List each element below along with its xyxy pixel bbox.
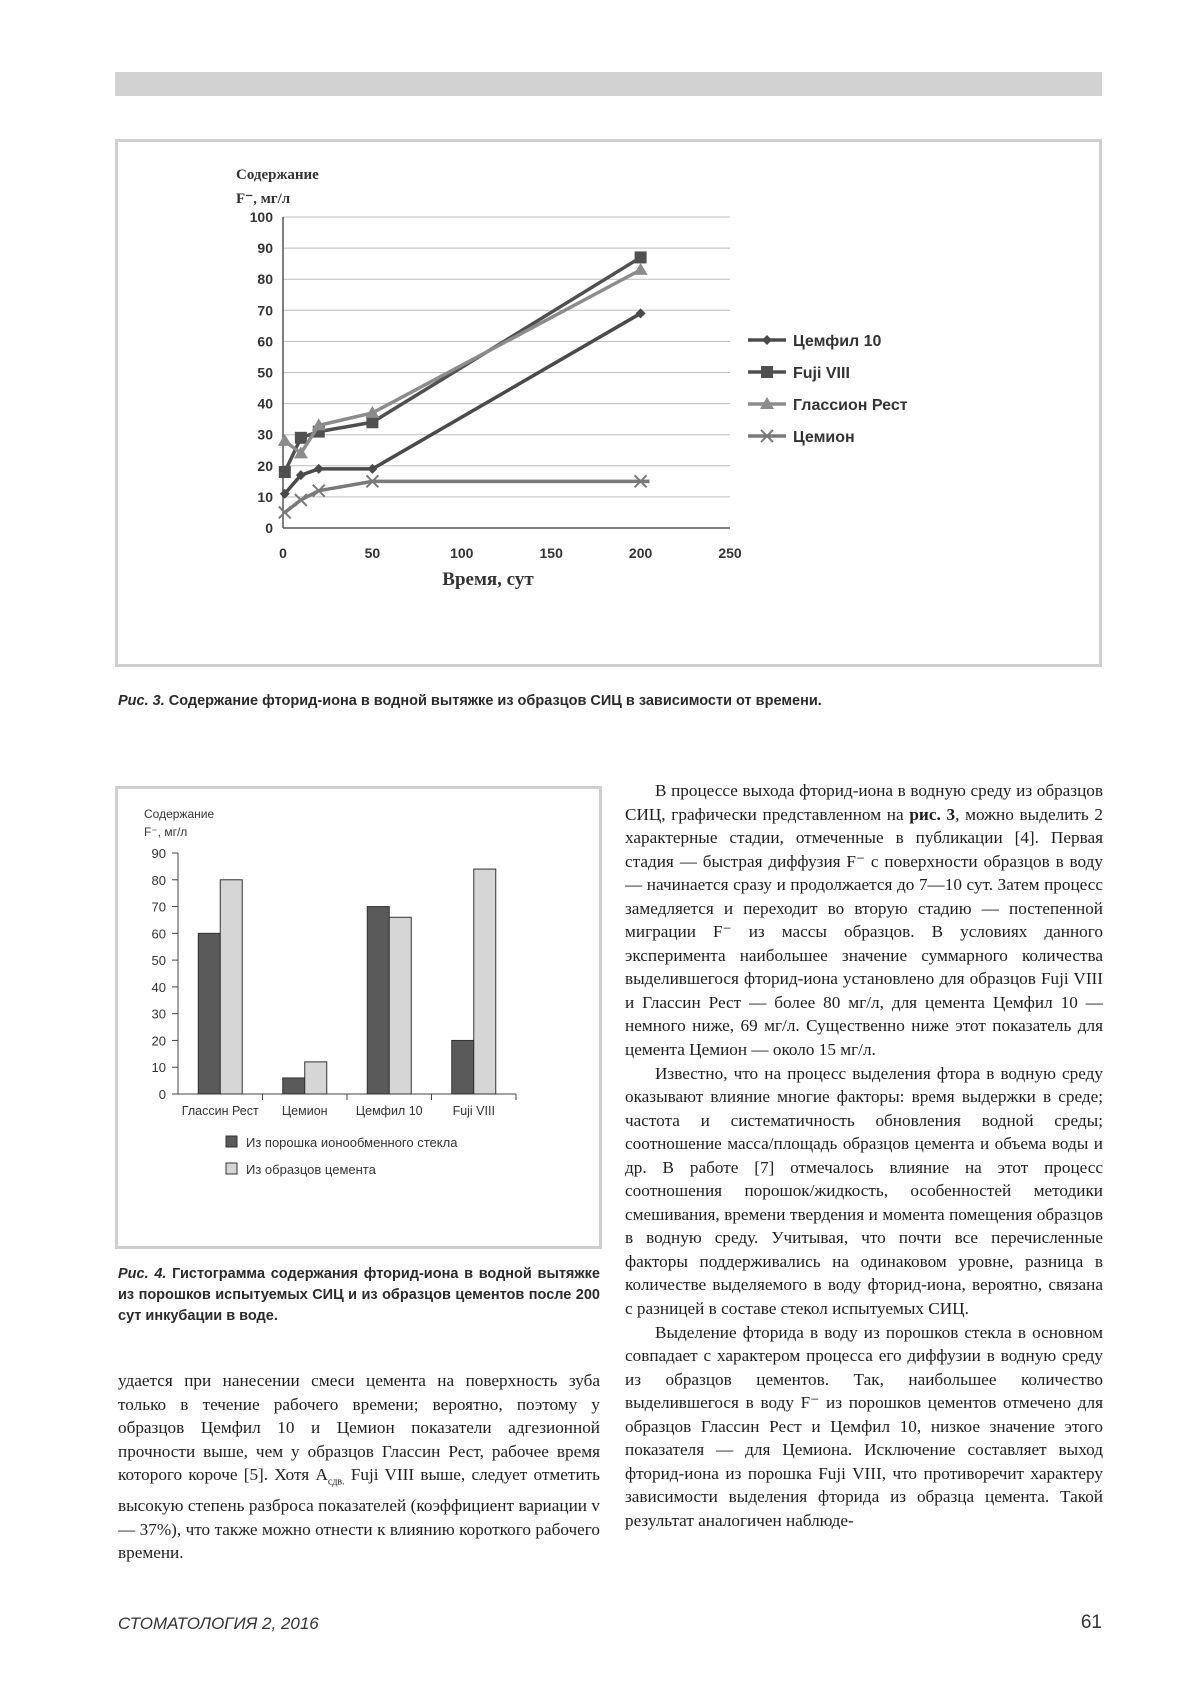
y-tick-label: 70 — [151, 899, 166, 915]
data-point-square — [295, 432, 307, 444]
legend-label: Цемфил 10 — [793, 333, 882, 350]
y-tick-label: 80 — [151, 872, 166, 888]
x-tick-label: 250 — [718, 545, 742, 561]
y-tick-label: 80 — [257, 271, 273, 288]
bar — [367, 907, 389, 1094]
paragraph — [625, 779, 1103, 1062]
x-tick-label: Цемфил 10 — [355, 1104, 423, 1118]
y-tick-label: 90 — [257, 240, 273, 257]
x-tick-label: Глассин Рест — [181, 1104, 259, 1118]
y-tick-label: 20 — [151, 1033, 166, 1049]
y-tick-label: 40 — [257, 395, 273, 412]
data-point-square — [279, 466, 291, 478]
figure-3-line-chart — [118, 142, 1099, 664]
y-tick-label: 60 — [257, 333, 273, 350]
y-axis-title-units: F⁻, мг/л — [236, 191, 291, 207]
y-axis-title: Содержание — [144, 807, 215, 821]
bar — [220, 880, 242, 1094]
y-axis-title-units: F⁻, мг/л — [144, 825, 188, 839]
bar — [452, 1040, 474, 1094]
x-tick-label: 150 — [539, 545, 563, 561]
y-tick-label: 100 — [249, 209, 273, 225]
y-tick-label: 30 — [151, 1006, 166, 1022]
legend-swatch — [226, 1136, 237, 1147]
bar — [198, 933, 220, 1094]
x-axis-title: Время, сут — [442, 569, 534, 590]
data-point-square — [635, 251, 647, 263]
paragraph-text: удается при нанесении смеси цемента на поверхность зуба только в течение рабочего времени; вероятно, поэтому у образцов Цемфил 10 и Цемион показатели адгезионной прочности выше, чем у образцов Глассин Рест, рабочее время которого короче [5]. Хотя A — [118, 1371, 600, 1485]
y-axis-title: Содержание — [236, 167, 319, 183]
x-tick-label: 100 — [450, 545, 474, 561]
paragraph — [118, 1369, 600, 1565]
x-tick-label: 50 — [364, 545, 381, 561]
y-tick-label: 20 — [257, 457, 273, 474]
y-tick-label: 30 — [257, 426, 273, 443]
data-point-x — [279, 506, 291, 518]
legend-label: Из порошка ионообменного стекла — [246, 1135, 458, 1150]
subscript: сдв. — [327, 1476, 345, 1488]
figure-4-caption — [118, 1264, 600, 1327]
data-point-triangle — [634, 263, 648, 275]
x-tick-label: Fuji VIII — [452, 1104, 495, 1118]
y-tick-label: 0 — [158, 1087, 166, 1102]
legend-label: Цемион — [793, 429, 855, 446]
y-tick-label: 50 — [151, 953, 166, 969]
data-point-diamond — [762, 335, 772, 345]
data-point-square — [761, 366, 773, 378]
figure-3-frame — [115, 139, 1102, 667]
data-point-triangle — [278, 434, 292, 446]
bar — [389, 917, 411, 1094]
y-tick-label: 50 — [257, 364, 273, 381]
right-text-column — [625, 779, 1103, 1533]
y-tick-label: 10 — [151, 1060, 166, 1076]
y-tick-label: 60 — [151, 926, 166, 942]
journal-name: СТОМАТОЛОГИЯ 2, 2016 — [118, 1614, 319, 1633]
bar — [474, 869, 496, 1094]
paragraph-text: Fuji VIII выше, следует отметить высокую степень разброса показателей (коэффициент вариации v — 37%), что также можно отнести к влиянию короткого рабочего времени. — [118, 1465, 600, 1563]
legend-label: Глассион Рест — [793, 397, 908, 414]
figure-4-caption-text: Гистограмма содержания фторид-иона в водной вытяжке из порошков испытуемых СИЦ и из образцов цементов после 200 сут инкубации в воде. — [118, 1266, 600, 1324]
figure-4-frame — [115, 786, 602, 1249]
figure-3-caption-label: Рис. 3. — [118, 693, 165, 709]
paragraph-text: В процессе выхода фторид-иона в водную среду из образцов СИЦ, графически представленном на — [625, 781, 1103, 824]
figure-3-caption-text: Содержание фторид-иона в водной вытяжке из образцов СИЦ в зависимости от времени. — [168, 693, 822, 709]
legend-label: Из образцов цемента — [246, 1162, 376, 1177]
bar — [305, 1062, 327, 1094]
paragraph: Выделение фторида в воду из порошков стекла в основном совпадает с характером процесса его диффузии в водную среду из образцов цементов. Так, наибольшее количество выделившегося в воду F⁻ из порошков цементов отмечено для образцов Глассин Рест и Цемфил 10, низкое значение этого показателя — для Цемиона. Исключение составляет выход фторид-иона из порошка Fuji VIII, что противоречит характеру зависимости выделения фторида из образца цемента. Такой результат аналогичен наблюде- — [625, 1322, 1103, 1530]
figure-reference: рис. 3 — [909, 804, 956, 824]
y-tick-label: 10 — [257, 488, 273, 505]
paragraph-text: , можно выделить 2 характерные стадии, отмеченные в публикации [4]. Первая стадия — быстрая диффузия F⁻ с поверхности образцов в воду — начинается сразу и продолжается до 7—10 сут. Затем процесс замедляется и переходит во вторую стадию — постепенной миграции F⁻ из массы образцов. В условиях данного эксперимента наибольшее значение суммарного количества выделившегося фторид-иона установлено для образцов Fuji VIII и Глассин Рест — более 80 мг/л, для цемента Цемфил 10 — немного ниже, 69 мг/л. Существенно ниже этот показатель для цемента Цемион — около 15 мг/л. — [625, 804, 1104, 1060]
series-line — [285, 270, 641, 453]
page-header-bar — [115, 72, 1102, 96]
figure-4-bar-chart — [118, 789, 599, 1246]
bar — [283, 1078, 305, 1094]
x-tick-label: 0 — [279, 545, 287, 561]
figure-3-caption — [118, 691, 1098, 712]
data-point-x — [295, 494, 307, 506]
y-tick-label: 40 — [151, 979, 166, 995]
legend-label: Fuji VIII — [793, 365, 850, 382]
y-tick-label: 90 — [151, 846, 166, 861]
paragraph: Известно, что на процесс выделения фтора в водную среду оказывают влияние многие факторы: время выдержки в среде; частота и систематичность обновления водной среды; соотношение масса/площадь образцов цемента и объема воды и др. В работе [7] отмечалось влияние на этот процесс соотношения порошок/жидкость, особенностей методики смешивания, времени твердения и момента помещения образцов в водную среду. Учитывая, что почти все перечисленные факторы поддерживались на одинаковом уровне, разница в количестве выделяемого в воду фторид-иона, вероятно, связана с разницей в составе стекол испытуемых СИЦ. — [625, 1063, 1103, 1319]
figure-4-caption-label: Рис. 4. — [118, 1266, 167, 1282]
y-tick-label: 70 — [257, 302, 273, 319]
data-point-square — [366, 416, 378, 428]
legend-swatch — [226, 1163, 237, 1174]
x-tick-label: 200 — [628, 545, 653, 561]
left-text-column — [118, 1369, 600, 1565]
page-number: 61 — [1080, 1612, 1102, 1633]
y-tick-label: 0 — [265, 520, 273, 536]
x-tick-label: Цемион — [281, 1104, 328, 1118]
